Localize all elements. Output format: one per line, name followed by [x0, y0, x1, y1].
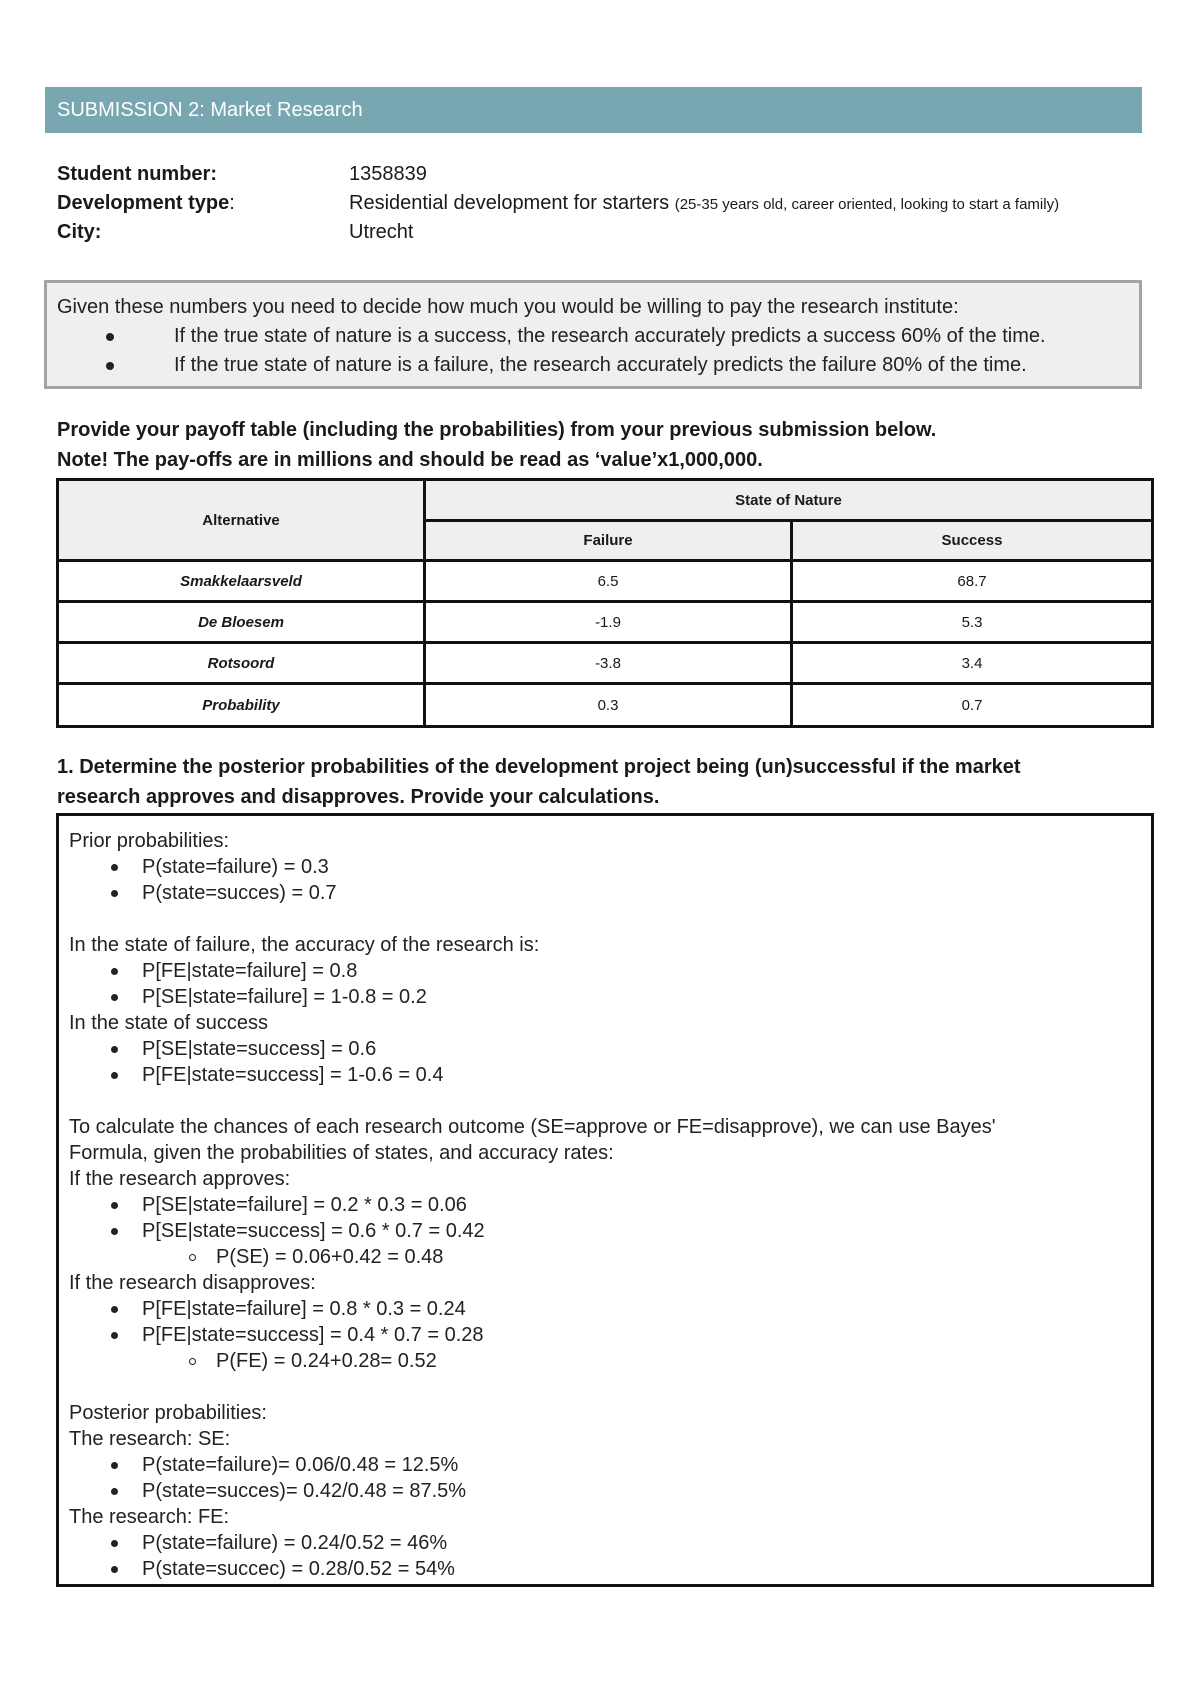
calc-line: In the state of failure, the accuracy of the research is: — [69, 934, 540, 956]
banner-title: SUBMISSION 2: Market Research — [57, 99, 363, 121]
calc-line: Formula, given the probabilities of states, and accuracy rates: — [69, 1142, 614, 1164]
calc-line: Prior probabilities: — [69, 830, 230, 852]
probability-failure: 0.3 — [425, 684, 792, 727]
development-type-note: (25-35 years old, career oriented, looking to start a family) — [674, 196, 1060, 213]
question-1-heading — [57, 752, 1021, 812]
failure-header: Failure — [425, 521, 792, 561]
given-numbers-box — [44, 280, 1142, 389]
payoff-heading — [57, 415, 936, 475]
calc-bullet: P[FE|state=failure] = 0.8 * 0.3 = 0.24 — [69, 1296, 1151, 1322]
question-1-line2: research approves and disapproves. Provide your calculations. — [57, 786, 660, 808]
calc-sub-bullet: P(FE) = 0.24+0.28= 0.52 — [69, 1348, 1151, 1374]
table-row — [58, 561, 1153, 602]
state-of-nature-header: State of Nature — [425, 480, 1153, 521]
calc-bullet: P[SE|state=success] = 0.6 * 0.7 = 0.42 — [69, 1218, 1151, 1244]
calc-bullet: P[SE|state=failure] = 1-0.8 = 0.2 — [69, 984, 1151, 1010]
failure-value: -3.8 — [425, 643, 792, 684]
calculation-box — [56, 813, 1154, 1587]
calc-blank — [69, 906, 1151, 932]
calc-bullet: P(state=failure) = 0.24/0.52 = 46% — [69, 1530, 1151, 1556]
calc-bullet: P[SE|state=failure] = 0.2 * 0.3 = 0.06 — [69, 1192, 1151, 1218]
payoff-heading-line2: Note! The pay-offs are in millions and should be read as ‘value’x1,000,000. — [57, 449, 763, 471]
given-bullet: If the true state of nature is a failure, the research accurately predicts the failure 80% of the time. — [57, 351, 1139, 380]
calc-blank — [69, 1374, 1151, 1400]
development-type-label: Development type: — [57, 192, 235, 214]
payoff-heading-line1: Provide your payoff table (including the probabilities) from your previous submission below. — [57, 419, 937, 441]
section-banner — [45, 87, 1142, 133]
failure-value: 6.5 — [425, 561, 792, 602]
probability-success: 0.7 — [792, 684, 1153, 727]
calc-line: To calculate the chances of each research outcome (SE=approve or FE=disapprove), we can use Bayes' — [69, 1116, 996, 1138]
calc-bullet: P[FE|state=success] = 1-0.6 = 0.4 — [69, 1062, 1151, 1088]
question-1-line1: 1. Determine the posterior probabilities of the development project being (un)successful if the market — [57, 756, 1021, 778]
city-value: Utrecht — [349, 221, 414, 243]
calc-bullet: P(state=succes) = 0.7 — [69, 880, 1151, 906]
development-type-value: Residential development for starters (25-35 years old, career oriented, looking to start a family) — [349, 192, 1060, 214]
student-number-value: 1358839 — [349, 163, 427, 185]
bullet-icon — [106, 362, 114, 370]
calc-line: If the research approves: — [69, 1168, 291, 1190]
alternative-name: Smakkelaarsveld — [58, 561, 425, 602]
calc-sub-bullet: P(SE) = 0.06+0.42 = 0.48 — [69, 1244, 1151, 1270]
calc-line: In the state of success — [69, 1012, 268, 1034]
payoff-table — [56, 478, 1154, 728]
calc-line: The research: FE: — [69, 1506, 230, 1528]
alternative-header: Alternative — [58, 480, 425, 561]
calc-bullet: P(state=failure)= 0.06/0.48 = 12.5% — [69, 1452, 1151, 1478]
calc-bullet: P(state=succes)= 0.42/0.48 = 87.5% — [69, 1478, 1151, 1504]
given-intro: Given these numbers you need to decide how much you would be willing to pay the research institute: — [57, 296, 959, 318]
failure-value: -1.9 — [425, 602, 792, 643]
calc-bullet: P(state=failure) = 0.3 — [69, 854, 1151, 880]
bullet-icon — [106, 333, 114, 341]
city-label: City: — [57, 221, 102, 243]
calc-line: The research: SE: — [69, 1428, 231, 1450]
calc-bullet: P(state=succec) = 0.28/0.52 = 54% — [69, 1556, 1151, 1582]
calc-line: Posterior probabilities: — [69, 1402, 267, 1424]
success-value: 68.7 — [792, 561, 1153, 602]
probability-row — [58, 684, 1153, 727]
calc-line: If the research disapproves: — [69, 1272, 316, 1294]
probability-label: Probability — [58, 684, 425, 727]
alternative-name: De Bloesem — [58, 602, 425, 643]
table-row — [58, 602, 1153, 643]
success-header: Success — [792, 521, 1153, 561]
calc-blank — [69, 1088, 1151, 1114]
calc-bullet: P[FE|state=success] = 0.4 * 0.7 = 0.28 — [69, 1322, 1151, 1348]
given-bullet: If the true state of nature is a success, the research accurately predicts a success 60% of the time. — [57, 322, 1139, 351]
calc-bullet: P[SE|state=success] = 0.6 — [69, 1036, 1151, 1062]
success-value: 3.4 — [792, 643, 1153, 684]
success-value: 5.3 — [792, 602, 1153, 643]
alternative-name: Rotsoord — [58, 643, 425, 684]
student-number-label: Student number: — [57, 163, 217, 185]
calc-bullet: P[FE|state=failure] = 0.8 — [69, 958, 1151, 984]
table-row — [58, 643, 1153, 684]
